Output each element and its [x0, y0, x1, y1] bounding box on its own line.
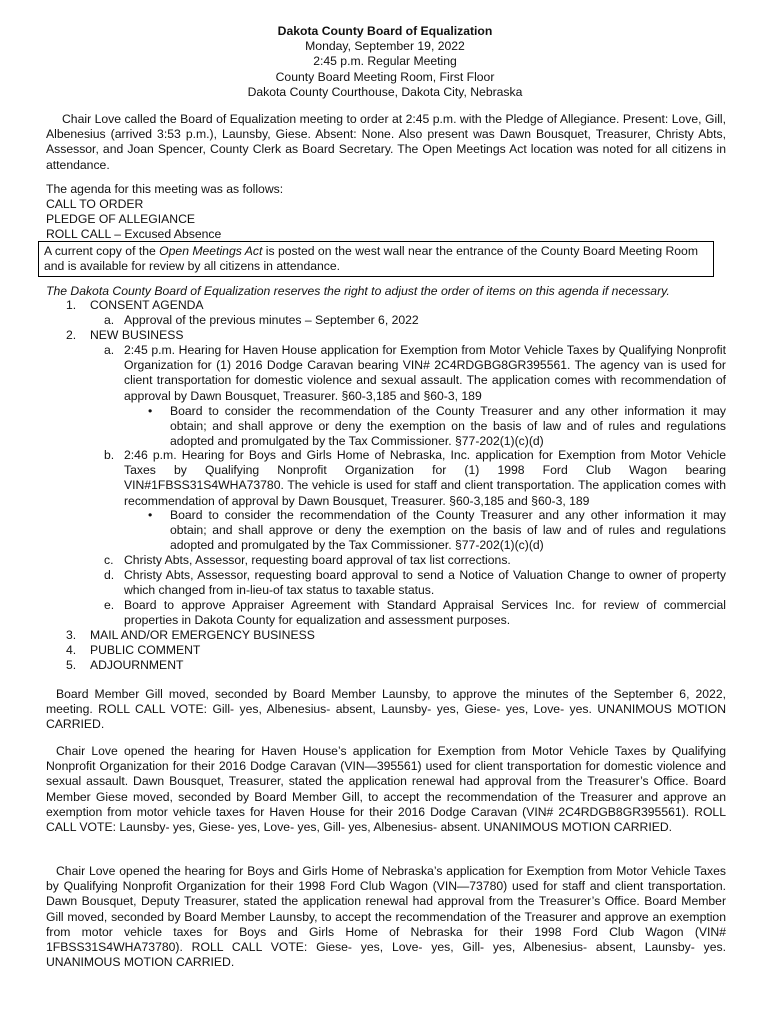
agenda-roll-call: ROLL CALL – Excused Absence [46, 227, 222, 241]
sub-letter: e. [104, 598, 115, 612]
notice-text-pre: A current copy of the [44, 244, 160, 258]
item-adjournment: ADJOURNMENT [90, 658, 184, 672]
item-number: 5. [66, 658, 77, 672]
item-tax-list-corrections: Christy Abts, Assessor, requesting board approval of tax list corrections. [124, 553, 511, 567]
item-valuation-notice: Christy Abts, Assessor, requesting board approval to send a Notice of Valuation Change to owner of property which changed from in-lieu-of tax status to taxable status. [124, 568, 726, 598]
item-public-comment: PUBLIC COMMENT [90, 643, 201, 657]
sub-letter: a. [104, 343, 115, 357]
item-boys-girls-consider: Board to consider the recommendation of the County Treasurer and any other information it may obtain; and shall approve or deny the exemption on the basis of law and of rules and regulations adopted and promulgated by the Tax Commissioner. §77-202(1)(c)(d) [170, 508, 726, 553]
agenda-reserve-note: The Dakota County Board of Equalization reserves the right to adjust the order of items on this agenda if necessary. [46, 284, 670, 298]
agenda-call-to-order: CALL TO ORDER [46, 197, 144, 211]
intro-paragraph: Chair Love called the Board of Equalization meeting to order at 2:45 p.m. with the Pledge of Allegiance. Present: Love, Gill, Albenesius (arrived 3:53 p.m.), Launsby, Giese. Absent: None. Also present was Dawn Bousquet, Treasurer, Christy Abts, Assessor, and Joan Spencer, County Clerk as Board Secretary. The Open Meetings Act location was noted for all citizens in attendance. [46, 112, 726, 172]
sub-letter: a. [104, 313, 115, 327]
item-number: 3. [66, 628, 77, 642]
open-meetings-notice [38, 241, 714, 277]
meeting-header [0, 24, 770, 100]
bullet-icon: • [148, 404, 153, 418]
bullet-icon: • [148, 508, 153, 522]
item-appraiser-agreement: Board to approve Appraiser Agreement with Standard Appraisal Services Inc. for review of commercial properties in Dakota County for equalization and assessment purposes. [124, 598, 726, 628]
agenda-lead: The agenda for this meeting was as follows: [46, 182, 284, 196]
meeting-date: Monday, September 19, 2022 [305, 39, 465, 54]
item-mail-emergency: MAIL AND/OR EMERGENCY BUSINESS [90, 628, 315, 642]
sub-letter: b. [104, 448, 115, 462]
sub-letter: c. [104, 553, 114, 567]
meeting-location: Dakota County Courthouse, Dakota City, Nebraska [247, 84, 523, 99]
item-approve-minutes: Approval of the previous minutes – September 6, 2022 [124, 313, 419, 327]
item-boys-girls-hearing: 2:46 p.m. Hearing for Boys and Girls Home of Nebraska, Inc. application for Exemption from Motor Vehicle Taxes by Qualifying Nonprofit Organization for (1) 1998 Ford Club Wagon bearing VIN#1FBSS31S4WHA73780. The vehicle is used for staff and client transportation. The application comes with recommendation of approval by Dawn Bousquet, Treasurer. §60-3,185 and §60-3, 189 [124, 448, 726, 508]
agenda-pledge: PLEDGE OF ALLEGIANCE [46, 212, 196, 226]
meeting-time: 2:45 p.m. Regular Meeting [313, 54, 457, 69]
meeting-room: County Board Meeting Room, First Floor [275, 69, 495, 84]
item-consent-agenda: CONSENT AGENDA [90, 298, 204, 312]
haven-house-paragraph: Chair Love opened the hearing for Haven House’s application for Exemption from Motor Vehicle Taxes by Qualifying Nonprofit Organization for their 2016 Dodge Caravan (VIN—395561) used for client transportation for domestic violence and sexual assault. Dawn Bousquet, Treasurer, stated the application renewal had approval from the Treasurer’s Office. Board Member Giese moved, seconded by Board Member Gill, to accept the recommendation of the Treasurer and approve an exemption from motor vehicle taxes for Haven House for their 2016 Dodge Caravan (VIN# 2C4RDGB8GR395561). ROLL CALL VOTE: Launsby- yes, Giese- yes, Love- yes, Gill- yes, Albenesius- absent. UNANIMOUS MOTION CARRIED. [46, 744, 726, 835]
boys-girls-paragraph: Chair Love opened the hearing for Boys and Girls Home of Nebraska’s application for Exemption from Motor Vehicle Taxes by Qualifying Nonprofit Organization for their 1998 Ford Club Wagon (VIN—73780) used for staff and client transportation. Dawn Bousquet, Deputy Treasurer, stated the application renewal had approval from the Treasurer’s Office. Board Member Gill moved, seconded by Board Member Launsby, to accept the recommendation of the Treasurer and approve an exemption from motor vehicle taxes for Boys and Girls Home of Nebraska for their 1998 Ford Club Wagon (VIN# 1FBSS31S4WHA73780). ROLL CALL VOTE: Giese- yes, Love- yes, Gill- yes, Albenesius- absent, Launsby- yes. UNANIMOUS MOTION CARRIED. [46, 864, 726, 970]
board-title: Dakota County Board of Equalization [277, 24, 493, 38]
item-new-business: NEW BUSINESS [90, 328, 184, 342]
item-number: 2. [66, 328, 77, 342]
item-number: 1. [66, 298, 77, 312]
item-haven-house-hearing: 2:45 p.m. Hearing for Haven House application for Exemption from Motor Vehicle Taxes by Qualifying Nonprofit Organization for (1) 2016 Dodge Caravan bearing VIN# 2C4RDGBG8GR395561. The agency van is used for client transportation for domestic violence and sexual assault. The application comes with recommendation of approval by Dawn Bousquet, Treasurer. §60-3,185 and §60-3, 189 [124, 343, 726, 403]
item-haven-house-consider: Board to consider the recommendation of the County Treasurer and any other information it may obtain; and shall approve or deny the exemption on the basis of law and of rules and regulations adopted and promulgated by the Tax Commissioner. §77-202(1)(c)(d) [170, 404, 726, 449]
item-number: 4. [66, 643, 77, 657]
notice-act: Open Meetings Act [159, 244, 263, 258]
minutes-approval-paragraph: Board Member Gill moved, seconded by Board Member Launsby, to approve the minutes of the September 6, 2022, meeting. ROLL CALL VOTE: Gill- yes, Albenesius- absent, Launsby- yes, Giese- yes, Love- yes. UNANIMOUS MOTION CARRIED. [46, 687, 726, 732]
notice-text-post: is posted on the west wall near the entrance of the County Board Meeting Room and is available for review by all citizens in attendance. [44, 244, 698, 274]
sub-letter: d. [104, 568, 115, 582]
